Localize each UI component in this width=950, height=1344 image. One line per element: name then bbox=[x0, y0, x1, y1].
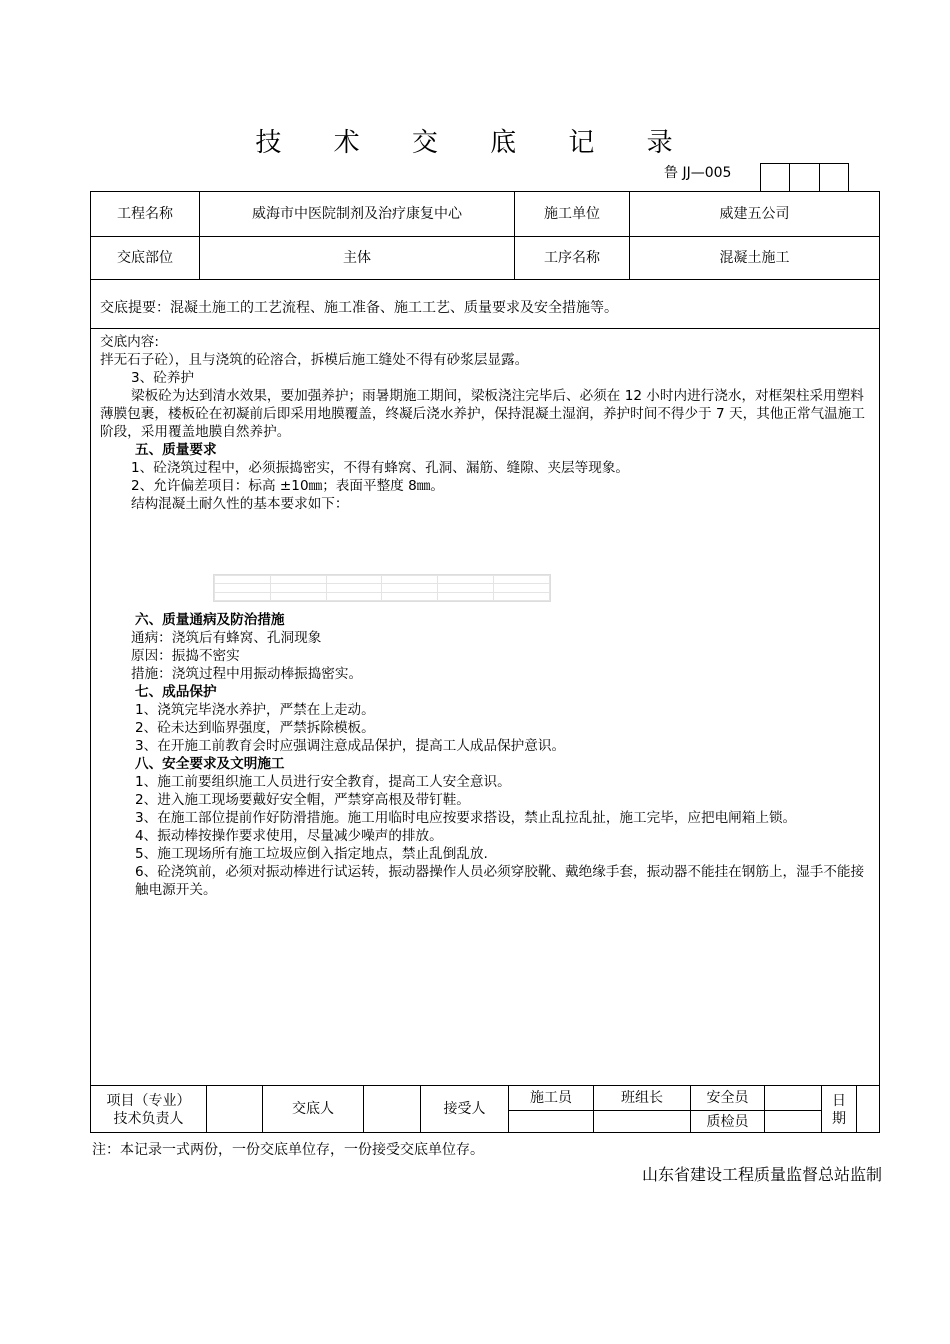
date-line2: 期 bbox=[832, 1111, 846, 1127]
content-line: 通病：浇筑后有蜂窝、孔洞现象 bbox=[131, 630, 322, 646]
footnote: 注：本记录一式两份，一份交底单位存，一份接受交底单位存。 bbox=[92, 1142, 484, 1158]
col-divider bbox=[206, 1086, 207, 1132]
content-body bbox=[100, 333, 872, 899]
safety-officer-label: 安全员 bbox=[706, 1090, 749, 1106]
section-heading: 五、质量要求 bbox=[135, 442, 217, 458]
project-name-label: 工程名称 bbox=[117, 206, 173, 222]
content-line: 1、施工前要组织施工人员进行安全教育，提高工人安全意识。 bbox=[135, 774, 511, 790]
sign-divider bbox=[508, 1110, 821, 1111]
content-line: 3、在施工部位提前作好防滑措施。施工用临时电应按要求搭设，禁止乱拉乱扯，施工完毕，应把电闸箱上锁。 bbox=[135, 810, 797, 826]
row-divider bbox=[90, 328, 880, 329]
worker-label: 施工员 bbox=[530, 1090, 572, 1106]
content-line: 1、浇筑完毕浇水养护，严禁在上走动。 bbox=[135, 702, 375, 718]
content-line: 3、砼养护 bbox=[131, 370, 195, 386]
content-line: 2、砼未达到临界强度，严禁拆除模板。 bbox=[135, 720, 375, 736]
team-leader-label: 班组长 bbox=[621, 1090, 663, 1106]
content-line: 3、在开施工前教育会时应强调注意成品保护，提高工人成品保护意识。 bbox=[135, 738, 566, 754]
content-line: 4、振动棒按操作要求使用，尽量减少噪声的排放。 bbox=[135, 828, 443, 844]
content-line: 结构混凝土耐久性的基本要求如下： bbox=[131, 496, 349, 512]
content-line: 5、施工现场所有施工垃圾应倒入指定地点，禁止乱倒乱放. bbox=[135, 846, 488, 862]
date-line1: 日 bbox=[832, 1093, 846, 1109]
content-line: 2、允许偏差项目：标高 ±10㎜；表面平整度 8㎜。 bbox=[131, 478, 444, 494]
builder-value: 威建五公司 bbox=[719, 206, 790, 222]
section-heading: 六、质量通病及防治措施 bbox=[135, 612, 285, 628]
receiver-label: 接受人 bbox=[443, 1101, 486, 1117]
tech-lead-line2: 技术负责人 bbox=[113, 1111, 184, 1127]
process-label: 工序名称 bbox=[544, 250, 600, 266]
project-name-value: 威海市中医院制剂及治疗康复中心 bbox=[252, 206, 462, 222]
content-line: 措施：浇筑过程中用振动棒振捣密实。 bbox=[131, 666, 363, 682]
tech-lead-line1: 项目（专业） bbox=[106, 1093, 191, 1109]
issuer-footer: 山东省建设工程质量监督总站监制 bbox=[641, 1165, 882, 1184]
col-divider bbox=[856, 1086, 857, 1132]
process-value: 混凝土施工 bbox=[719, 250, 790, 266]
summary-text: 交底提要：混凝土施工的工艺流程、施工准备、施工工艺、质量要求及安全措施等。 bbox=[100, 300, 618, 316]
content-line: 6、砼浇筑前，必须对振动棒进行试运转，振动器操作人员必须穿胶靴、戴绝缘手套，振动器不能挂在钢筋上，湿手不能接触电源开关。 bbox=[135, 864, 865, 898]
section-heading: 七、成品保护 bbox=[135, 684, 217, 700]
builder-label: 施工单位 bbox=[544, 206, 600, 222]
row-divider bbox=[90, 279, 880, 280]
content-line: 1、砼浇筑过程中，必须振捣密实，不得有蜂窝、孔洞、漏筋、缝隙、夹层等现象。 bbox=[131, 460, 630, 476]
date-label bbox=[822, 1088, 856, 1132]
part-value: 主体 bbox=[343, 250, 371, 266]
form-code: 鲁 JJ—005 bbox=[664, 165, 732, 181]
part-label: 交底部位 bbox=[117, 250, 173, 266]
col-divider bbox=[363, 1086, 364, 1132]
form-code-boxes bbox=[760, 163, 849, 191]
discloser-label: 交底人 bbox=[292, 1101, 334, 1117]
durability-table-image bbox=[213, 574, 551, 602]
content-line: 梁板砼为达到清水效果，要加强养护；雨暑期施工期间，梁板浇注完毕后、必须在 12 小时内进行浇水，对框架柱采用塑料薄膜包裹，楼板砼在初凝前后即采用地膜覆盖，终凝后浇水养护，保持混凝土湿润，养护时间不得少于 7 天，其他正常气温施工阶段，采用覆盖地膜自然养护。 bbox=[100, 388, 865, 440]
content-line: 2、进入施工现场要戴好安全帽，严禁穿高根及带钉鞋。 bbox=[135, 792, 470, 808]
inspector-label: 质检员 bbox=[706, 1114, 749, 1130]
section-heading: 八、安全要求及文明施工 bbox=[135, 756, 285, 772]
col-divider bbox=[764, 1086, 765, 1132]
content-heading: 交底内容: bbox=[100, 334, 159, 350]
tech-lead-label bbox=[91, 1088, 206, 1132]
page-title: 技 术 交 底 记 录 bbox=[255, 128, 695, 158]
content-line: 原因：振捣不密实 bbox=[131, 648, 240, 664]
content-line: 拌无石子砼），且与浇筑的砼溶合，拆模后施工缝处不得有砂浆层显露。 bbox=[100, 352, 529, 368]
